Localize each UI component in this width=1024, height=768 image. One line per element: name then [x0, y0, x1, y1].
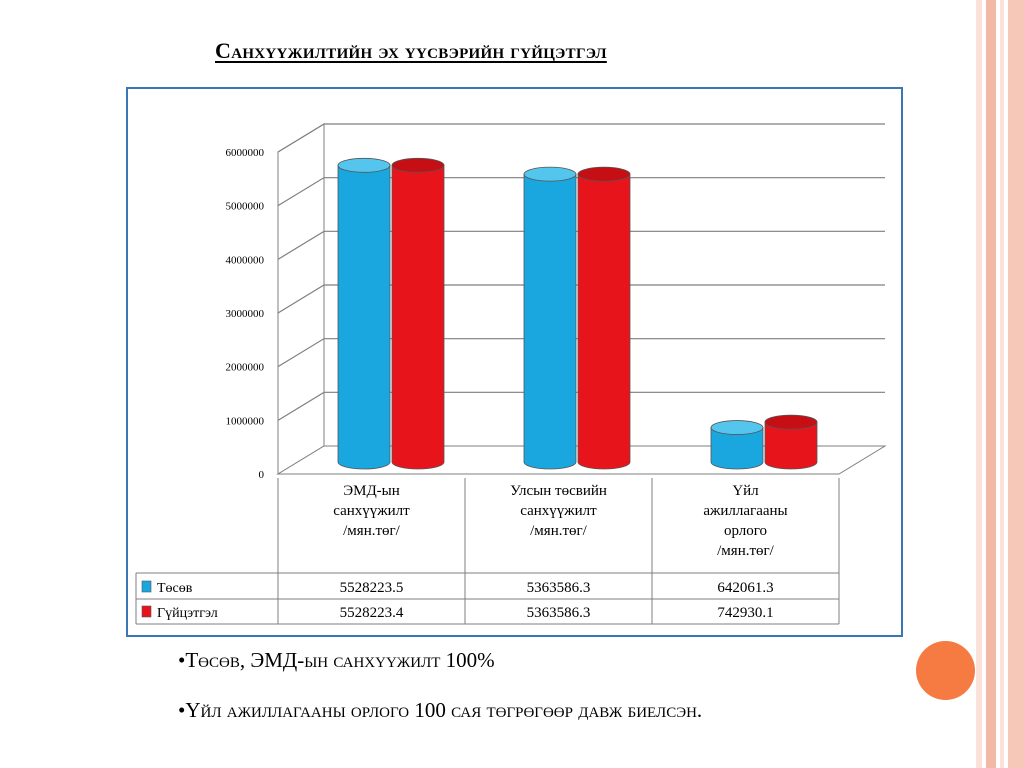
y-tick-label: 5000000: [225, 200, 264, 213]
bar-top: [765, 415, 817, 429]
x-category-label: /мян.төг/: [530, 523, 587, 539]
x-category-label: ажиллагааны: [703, 503, 788, 519]
y-tick-label: 2000000: [225, 361, 264, 374]
y-tick-label: 4000000: [225, 254, 264, 267]
bar-top: [338, 158, 390, 172]
bullet-1: •Төсөв, ЭМД-ын санхүүжилт 100%: [178, 648, 495, 672]
x-category-label: /мян.төг/: [717, 543, 774, 559]
gridline: [278, 124, 885, 152]
data-value-label: 5363586.3: [526, 580, 591, 596]
decor-circle: [916, 641, 975, 700]
data-value-label: 742930.1: [717, 605, 774, 621]
y-tick-label: 1000000: [225, 415, 264, 428]
bar-body: [392, 165, 444, 469]
bar-top: [392, 158, 444, 172]
legend-label: Төсөв: [157, 581, 193, 596]
x-category-label: орлого: [723, 523, 768, 539]
bar-chart: [128, 89, 901, 635]
chart-frame: [126, 87, 903, 637]
decor-stripe-2: [986, 0, 996, 768]
y-tick-label: 6000000: [225, 147, 264, 159]
bar-top: [711, 421, 763, 435]
x-category-label: /мян.төг/: [343, 523, 400, 539]
bar-actual-3: [765, 415, 817, 469]
bar-actual-2: [578, 167, 630, 469]
bar-top: [524, 167, 576, 181]
legend-swatch-actual: [142, 606, 151, 617]
bar-body: [524, 174, 576, 469]
y-tick-label: 3000000: [225, 308, 264, 320]
slide-title: Санхүүжилтийн эх үүсвэрийн гүйцэтгэл: [215, 38, 607, 63]
x-category-label: санхүүжилт: [520, 503, 597, 519]
y-tick-label: 0: [258, 469, 264, 481]
decor-stripe-4: [1008, 0, 1024, 768]
bullet-2: •Үйл ажиллагааны орлого 100 сая төгрөгөөр давж биелсэн.: [178, 698, 703, 722]
x-category-label: Үйл: [732, 483, 759, 499]
data-value-label: 5363586.3: [526, 605, 591, 621]
decor-stripe-1: [976, 0, 982, 768]
data-value-label: 5528223.4: [339, 605, 404, 621]
bar-body: [578, 174, 630, 469]
legend-swatch-plan: [142, 581, 151, 592]
x-category-label: ЭМД-ын: [343, 483, 400, 499]
x-category-label: санхүүжилт: [333, 503, 410, 519]
data-value-label: 642061.3: [717, 580, 774, 596]
data-value-label: 5528223.5: [339, 580, 404, 596]
bar-plan-1: [338, 158, 390, 469]
bar-actual-1: [392, 158, 444, 469]
bar-body: [338, 165, 390, 469]
legend-label: Гүйцэтгэл: [157, 606, 218, 621]
x-category-label: Улсын төсвийн: [510, 483, 607, 499]
decor-stripe-3: [1000, 0, 1004, 768]
bar-plan-3: [711, 421, 763, 469]
bar-plan-2: [524, 167, 576, 469]
bar-top: [578, 167, 630, 181]
